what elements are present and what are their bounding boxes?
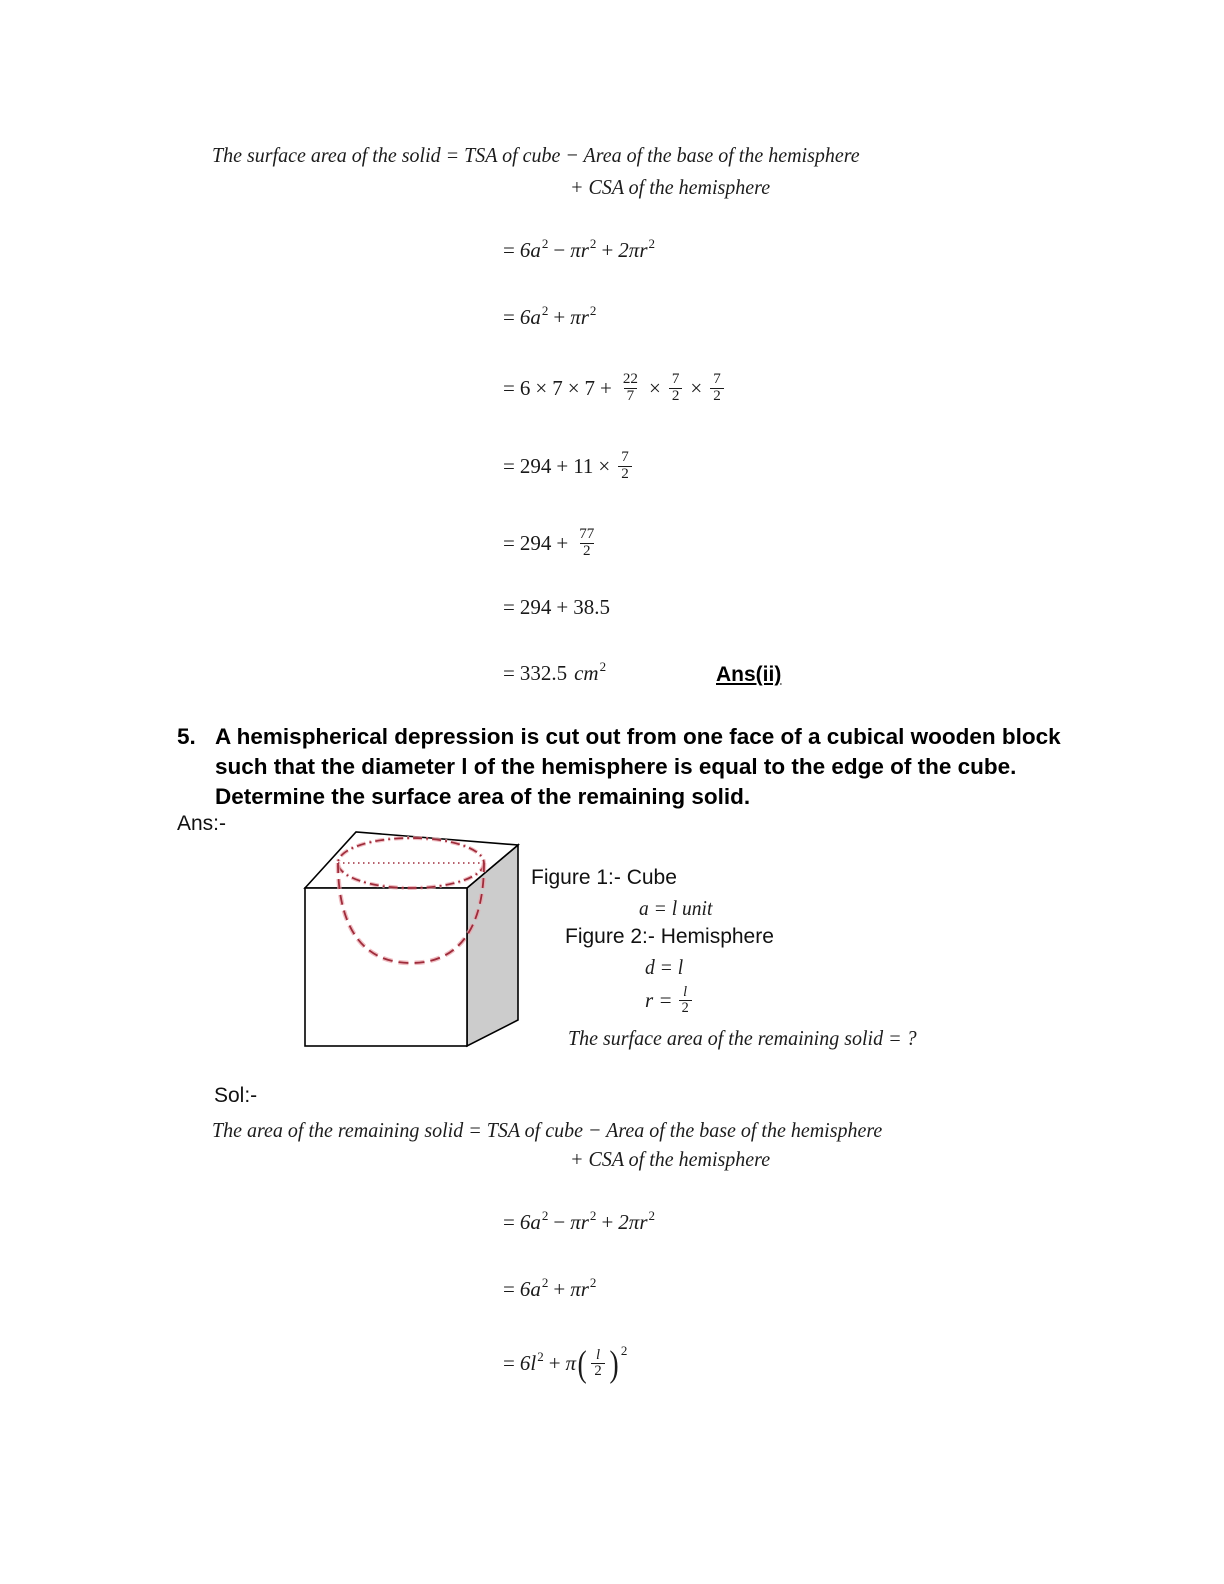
minus-sign: − [553,1210,566,1234]
exponent-2: 2 [620,1343,628,1359]
figure-1-caption: Figure 1:- Cube [531,866,677,889]
equation-step-t2 [498,302,597,329]
plus-sign: + [601,1210,614,1234]
fraction-denominator: 2 [669,388,683,405]
pi-symbol: π [565,1351,577,1376]
coefficient-6: 6 [519,1351,531,1376]
bottom-solution-heading-line1: The area of the remaining solid = TSA of cube − Area of the base of the hemisphere [212,1118,883,1142]
question-line-1: A hemispherical depression is cut out from one face of a cubical wooden block [215,724,1061,749]
equals-sign: = [503,1210,515,1234]
question-line-2: such that the diameter l of the hemisphere is equal to the edge of the cube. [215,754,1017,779]
bottom-solution-heading-line2: + CSA of the hemisphere [570,1147,771,1171]
coefficient-2: 2 [618,1210,629,1234]
cube-front-face [305,888,467,1046]
fraction-7-over-2 [710,372,724,405]
fraction-7-over-2 [618,450,632,483]
pi-symbol: π [628,238,640,262]
equation-step-b2 [498,1274,597,1301]
number-332-5: 332.5 [519,661,568,685]
exponent-2: 2 [589,235,597,251]
left-paren: ( [577,1343,587,1385]
plus-sign: + [556,595,569,619]
fraction-numerator: 7 [671,371,680,387]
fraction-numerator: 7 [713,371,721,387]
times-sign: × [690,375,703,400]
exponent-2: 2 [541,302,549,318]
number-11: 11 [573,453,594,478]
fraction-numerator: 77 [579,526,595,542]
exponent-2: 2 [541,235,549,251]
top-solution-heading-line2: + CSA of the hemisphere [570,175,771,199]
figure-ask-text: The surface area of the remaining solid = ? [568,1026,917,1050]
variable-r: r [580,238,589,262]
pi-symbol: π [570,238,581,262]
plus-sign: + [553,305,566,329]
exponent-2: 2 [537,1349,544,1365]
pi-symbol: π [570,305,581,329]
fraction-denominator: 2 [679,1000,692,1016]
fraction-77-over-2 [576,527,597,560]
number-294: 294 [519,595,552,619]
plus-sign: + [600,375,612,400]
fraction-numerator: l [595,1347,601,1363]
coefficient-6: 6 [519,1210,531,1234]
times-sign: × [598,453,611,478]
times-sign: × [535,375,548,400]
exponent-2: 2 [648,1207,656,1223]
right-paren: ) [609,1343,619,1385]
fraction-numerator: l [683,984,688,1000]
question-number: 5. [177,724,196,749]
pi-symbol: π [570,1277,581,1301]
variable-r: r [580,1277,589,1301]
variable-r: r = [645,987,673,1012]
exponent-2: 2 [541,1274,549,1290]
pi-symbol: π [628,1210,640,1234]
equals-sign: = [503,595,515,619]
exponent-2: 2 [541,1207,549,1223]
cube-hemisphere-figure [285,818,535,1063]
coefficient-6: 6 [519,305,531,329]
top-solution-heading-line1: The surface area of the solid = TSA of cube − Area of the base of the hemisphere [212,143,860,167]
fraction-22-over-7 [620,372,641,405]
equation-step-t5 [498,527,600,560]
fraction-numerator: 7 [621,449,629,465]
equals-sign: = [503,238,515,262]
variable-a: a [530,1210,541,1234]
equals-sign: = [503,1351,515,1376]
number-38-5: 38.5 [573,595,610,619]
equals-sign: = [503,530,515,555]
fraction-l-over-2 [679,985,692,1016]
equation-step-t1 [498,235,656,262]
equals-sign: = [503,661,515,685]
fraction-denominator: 7 [624,388,638,405]
variable-r: r [639,1210,648,1234]
coefficient-6: 6 [519,238,531,262]
variable-a: a [530,1277,541,1301]
equals-sign: = [503,1277,515,1301]
times-sign: × [567,375,580,400]
number-7: 7 [552,375,563,400]
exponent-2: 2 [589,1274,597,1290]
number-294: 294 [519,530,552,555]
figure-2-given-d: d = l [645,955,684,979]
number-7: 7 [584,375,596,400]
variable-a: a [530,305,541,329]
equation-step-t4 [498,450,635,483]
minus-sign: − [553,238,566,262]
variable-r: r [580,305,589,329]
exponent-2: 2 [589,1207,597,1223]
figure-2-caption: Figure 2:- Hemisphere [565,925,774,948]
equation-step-b3 [498,1343,628,1385]
fraction-denominator: 2 [591,1363,604,1379]
parenthesized-fraction-l-over-2 [576,1343,628,1385]
coefficient-6: 6 [519,375,531,400]
pi-symbol: π [570,1210,581,1234]
plus-sign: + [548,1351,561,1376]
plus-sign: + [601,238,614,262]
exponent-2: 2 [599,658,607,674]
equals-sign: = [503,453,515,478]
equals-sign: = [503,375,515,400]
exponent-2: 2 [648,235,656,251]
equals-sign: = [503,305,515,329]
variable-a: a [530,238,541,262]
fraction-denominator: 2 [580,543,594,560]
equation-step-t6 [498,597,610,618]
coefficient-6: 6 [519,1277,531,1301]
cube-diagram-svg [285,818,535,1063]
ans-label: Ans:- [177,812,227,835]
coefficient-2: 2 [618,238,629,262]
variable-r: r [639,238,648,262]
equation-step-t7 [498,658,607,685]
equation-step-t3 [498,372,727,405]
times-sign: × [648,375,661,400]
plus-sign: + [556,453,569,478]
question-line-3: Determine the surface area of the remaining solid. [215,784,751,809]
answer-ii-label: Ans(ii) [716,663,782,686]
figure-1-given-a: a = l unit [639,896,713,920]
equation-step-b1 [498,1207,656,1234]
sol-label: Sol:- [214,1084,258,1107]
unit-cm: cm [574,661,599,685]
variable-l: l [530,1351,537,1376]
fraction-7-over-2 [669,372,683,405]
fraction-denominator: 2 [618,466,632,483]
exponent-2: 2 [589,302,597,318]
figure-2-given-r [645,985,695,1016]
variable-r: r [580,1210,589,1234]
fraction-l-over-2 [591,1348,604,1380]
plus-sign: + [553,1277,566,1301]
number-294: 294 [519,453,552,478]
fraction-numerator: 22 [622,371,638,387]
plus-sign: + [556,530,569,555]
fraction-denominator: 2 [710,388,724,405]
